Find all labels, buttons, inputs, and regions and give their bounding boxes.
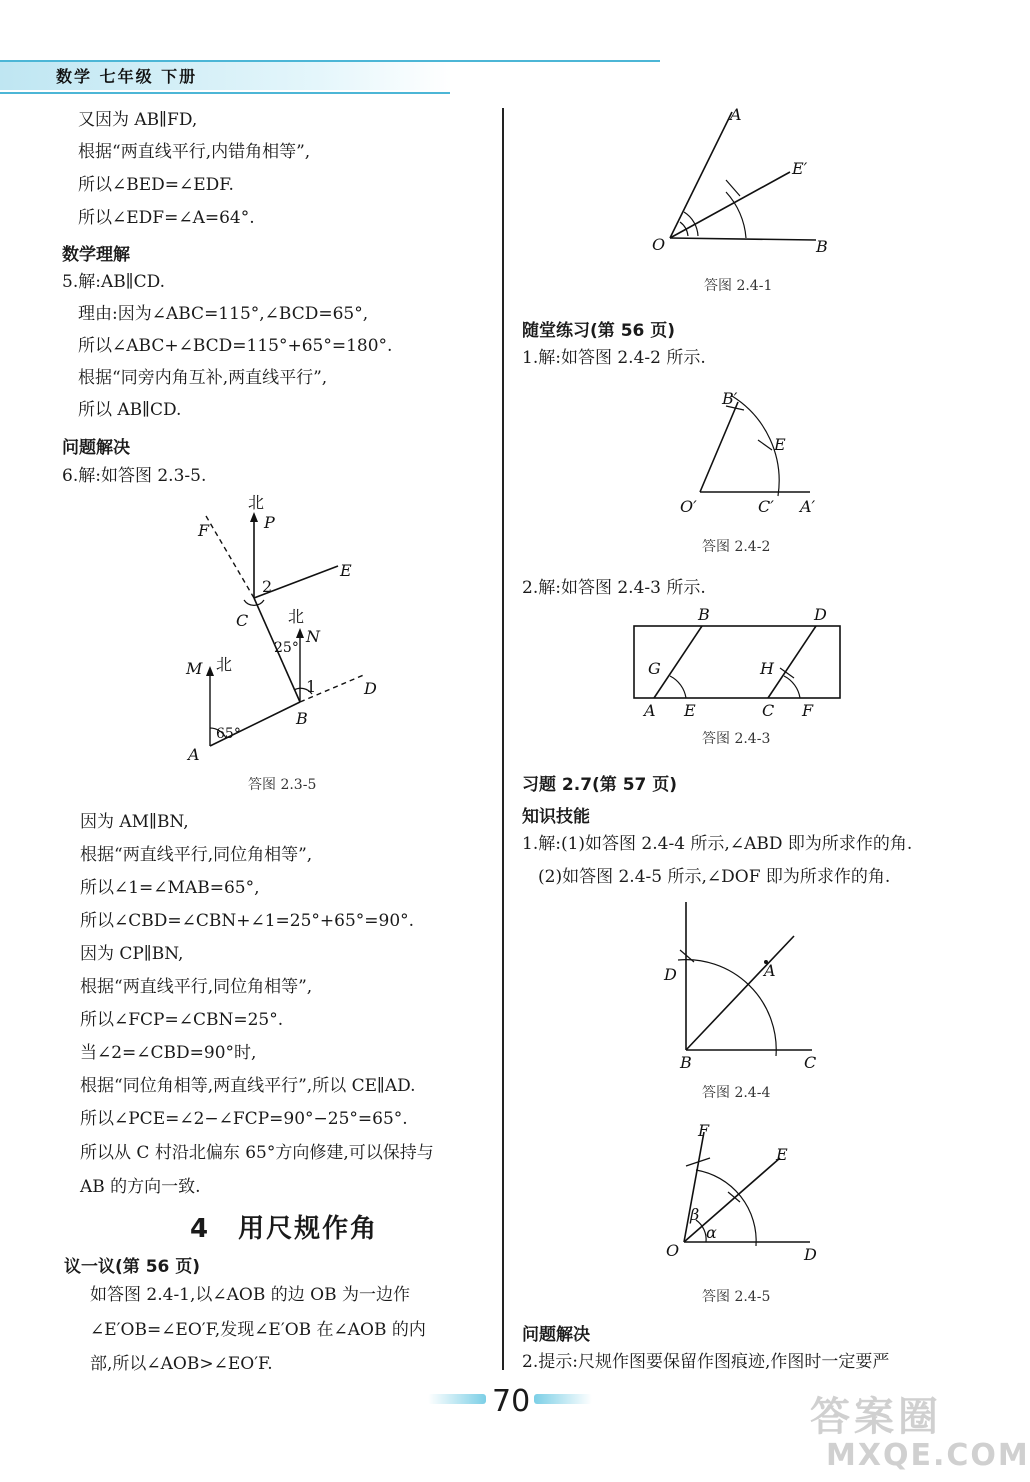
- label-e: E: [776, 1145, 788, 1164]
- column-divider: [502, 108, 504, 1370]
- page-number: 70: [492, 1384, 531, 1419]
- label-o: O: [652, 235, 666, 254]
- label-c: C: [762, 701, 775, 720]
- label-m: M: [186, 659, 203, 678]
- label-c: C: [804, 1053, 817, 1072]
- text-line: 5.解:AB∥CD.: [62, 272, 166, 292]
- text-line: 2.解:如答图 2.4-3 所示.: [522, 578, 706, 598]
- text-line: 根据“两直线平行,内错角相等”,: [78, 142, 311, 162]
- label-c: C: [236, 611, 249, 630]
- figure-caption: 答图 2.4-1: [704, 278, 773, 294]
- label-a: A: [188, 745, 200, 764]
- subheading: 知识技能: [522, 807, 590, 827]
- text-line: 所以∠BED=∠EDF.: [78, 175, 234, 195]
- subheading: 议一议(第 56 页): [64, 1257, 201, 1277]
- label-e: E: [774, 435, 786, 454]
- label-o-prime: O′: [680, 497, 697, 516]
- label-north-3: 北: [216, 655, 233, 674]
- page-header-title: 数学 七年级 下册: [56, 67, 198, 86]
- label-e: E: [684, 701, 696, 720]
- footer-decoration-right: [534, 1394, 592, 1404]
- figure-caption: 答图 2.3-5: [248, 777, 317, 793]
- label-angle-1: 1: [306, 677, 317, 696]
- label-b: B: [680, 1053, 692, 1072]
- text-line: 根据“同旁内角互补,两直线平行”,: [78, 368, 328, 388]
- label-angle-2: 2: [262, 577, 273, 596]
- figure-2-4-1: [640, 100, 840, 260]
- text-line: 根据“同位角相等,两直线平行”,所以 CE∥AD.: [80, 1076, 416, 1096]
- label-alpha: α: [706, 1223, 717, 1242]
- text-line: 根据“两直线平行,同位角相等”,: [80, 977, 313, 997]
- text-line: 当∠2=∠CBD=90°时,: [80, 1043, 257, 1063]
- figure-caption: 答图 2.4-2: [702, 539, 771, 555]
- text-line: 所以∠1=∠MAB=65°,: [80, 878, 260, 898]
- text-line: 又因为 AB∥FD,: [78, 110, 198, 130]
- text-line: 1.解:如答图 2.4-2 所示.: [522, 348, 706, 368]
- label-b: B: [698, 605, 710, 624]
- text-line: AB 的方向一致.: [80, 1177, 201, 1197]
- text-line: (2)如答图 2.4-5 所示,∠DOF 即为所求作的角.: [538, 867, 891, 887]
- label-b: B: [816, 237, 828, 256]
- watermark-logo: 答案圈: [810, 1394, 942, 1440]
- label-h: H: [760, 659, 774, 678]
- label-b: B: [296, 709, 308, 728]
- label-25deg: 25°: [274, 640, 299, 656]
- figure-caption: 答图 2.4-3: [702, 731, 771, 747]
- label-d: D: [804, 1245, 817, 1264]
- subheading: 数学理解: [62, 245, 130, 265]
- label-p: P: [264, 513, 275, 532]
- text-line: 所以∠CBD=∠CBN+∠1=25°+65°=90°.: [80, 911, 415, 931]
- label-d: D: [664, 965, 677, 984]
- label-g: G: [648, 659, 661, 678]
- label-f: F: [802, 701, 814, 720]
- subheading: 问题解决: [62, 438, 130, 458]
- text-line: 所以 AB∥CD.: [78, 400, 182, 420]
- subheading: 习题 2.7(第 57 页): [522, 775, 678, 795]
- subheading: 随堂练习(第 56 页): [522, 321, 676, 341]
- text-line: 如答图 2.4-1,以∠AOB 的边 OB 为一边作: [90, 1285, 410, 1305]
- text-line: 理由:因为∠ABC=115°,∠BCD=65°,: [78, 304, 369, 324]
- watermark-url: MXQE.COM: [826, 1438, 1030, 1473]
- text-line: 所以∠PCE=∠2−∠FCP=90°−25°=65°.: [80, 1109, 408, 1129]
- label-f: F: [698, 1121, 710, 1140]
- label-f: F: [198, 521, 210, 540]
- figure-2-4-4: [656, 896, 836, 1076]
- label-beta: β: [690, 1205, 700, 1224]
- label-b-prime: B′: [722, 389, 738, 408]
- label-65deg: 65°: [216, 726, 241, 742]
- text-line: 所以∠FCP=∠CBN=25°.: [80, 1010, 284, 1030]
- text-line: 2.提示:尺规作图要保留作图痕迹,作图时一定要严: [522, 1352, 890, 1372]
- figure-2-3-5: [170, 488, 420, 768]
- text-line: 1.解:(1)如答图 2.4-4 所示,∠ABD 即为所求作的角.: [522, 834, 913, 854]
- figure-2-4-5: [656, 1118, 836, 1268]
- label-e: E: [340, 561, 352, 580]
- text-line: 因为 AM∥BN,: [80, 812, 189, 832]
- label-a: A: [764, 961, 776, 980]
- label-o: O: [666, 1241, 680, 1260]
- text-line: 所以∠EDF=∠A=64°.: [78, 208, 255, 228]
- text-line: ∠E′OB=∠EO′F,发现∠E′OB 在∠AOB 的内: [90, 1320, 426, 1340]
- label-a: A: [730, 105, 742, 124]
- text-line: 所以∠ABC+∠BCD=115°+65°=180°.: [78, 336, 393, 356]
- section-title: 4 用尺规作角: [190, 1214, 379, 1244]
- label-north-1: 北: [248, 493, 265, 512]
- text-line: 根据“两直线平行,同位角相等”,: [80, 845, 313, 865]
- header-bottom-line: [0, 92, 450, 94]
- label-e-prime: E′: [792, 159, 808, 178]
- footer-decoration-left: [428, 1394, 486, 1404]
- label-n: N: [306, 627, 320, 646]
- label-d: D: [814, 605, 827, 624]
- text-line: 因为 CP∥BN,: [80, 944, 184, 964]
- label-a: A: [644, 701, 656, 720]
- figure-caption: 答图 2.4-4: [702, 1085, 771, 1101]
- figure-2-4-3: [630, 602, 850, 722]
- label-north-2: 北: [288, 607, 305, 626]
- text-line: 所以从 C 村沿北偏东 65°方向修建,可以保持与: [80, 1143, 434, 1163]
- figure-2-4-2: [670, 384, 840, 524]
- label-d: D: [364, 679, 377, 698]
- subheading: 问题解决: [522, 1325, 590, 1345]
- label-c-prime: C′: [758, 497, 774, 516]
- text-line: 6.解:如答图 2.3-5.: [62, 466, 207, 486]
- figure-caption: 答图 2.4-5: [702, 1289, 771, 1305]
- label-a-prime: A′: [800, 497, 816, 516]
- text-line: 部,所以∠AOB>∠EO′F.: [90, 1354, 273, 1374]
